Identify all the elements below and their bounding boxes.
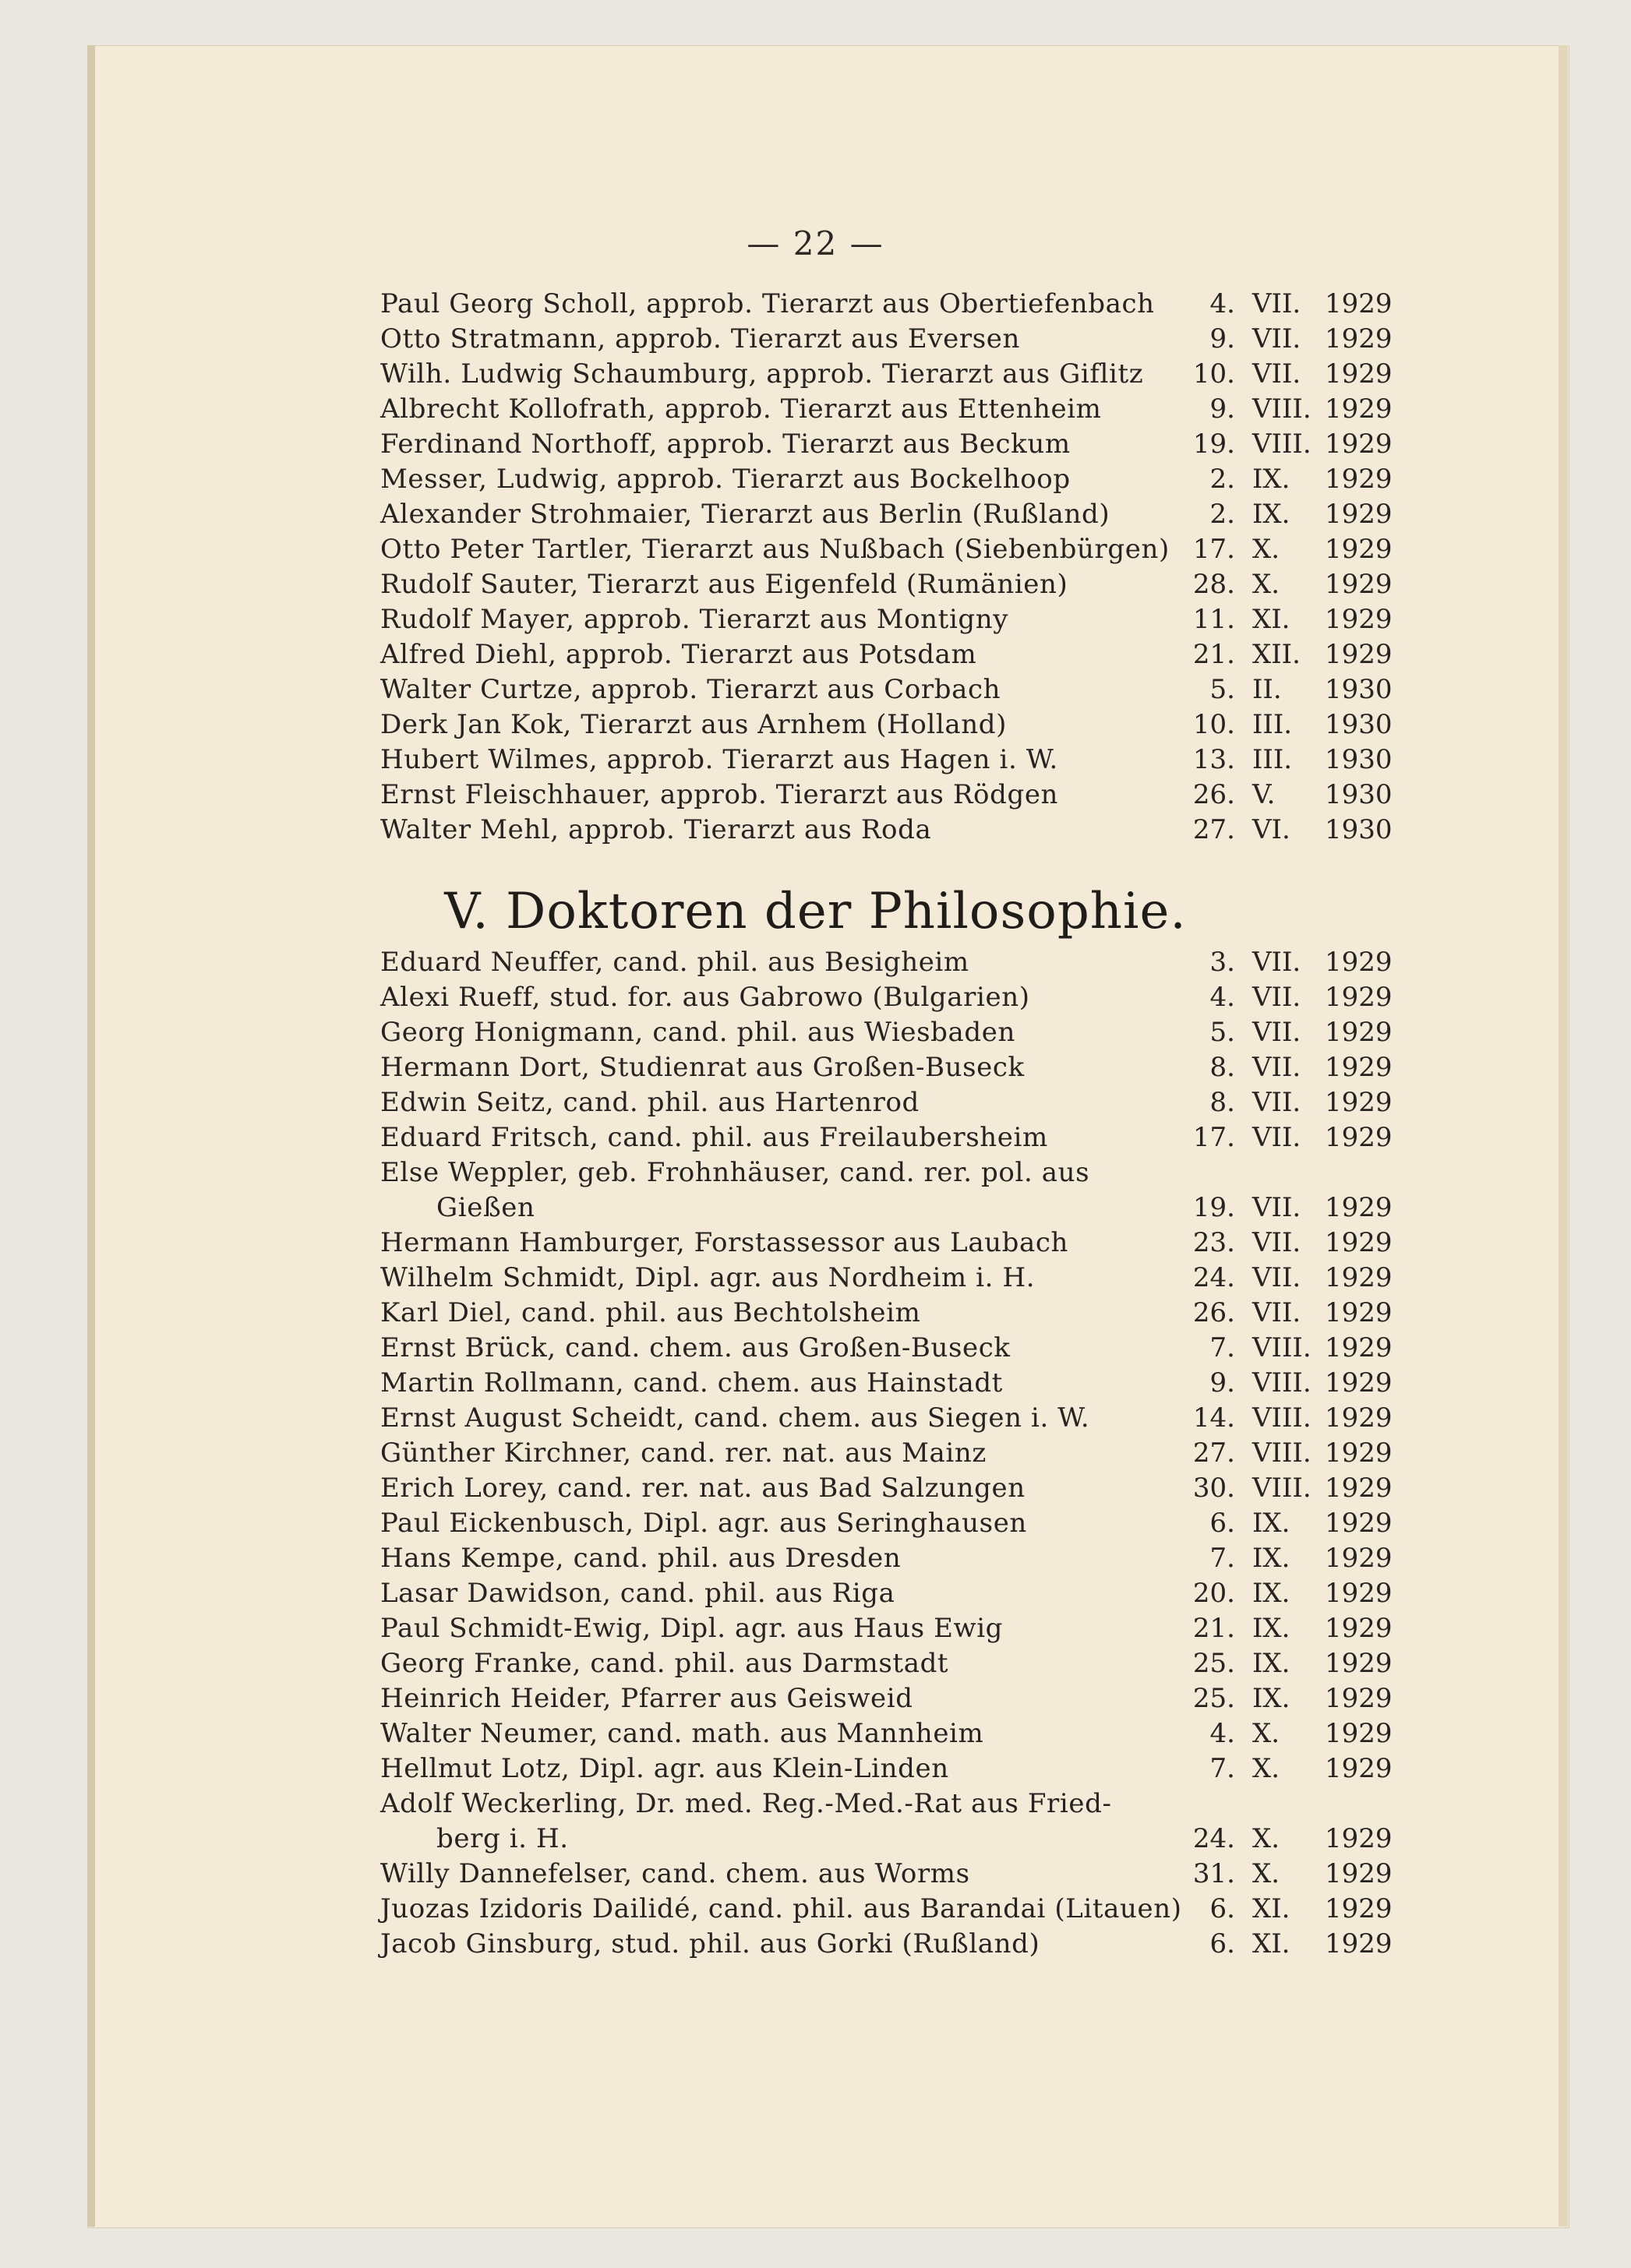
- entry-month: X.: [1252, 569, 1280, 600]
- entry-year: 1929: [1325, 499, 1393, 530]
- list-item: [0, 1436, 1631, 1471]
- entry-month: IX.: [1252, 464, 1290, 495]
- entry-name: Rudolf Mayer, approb. Tierarzt aus Montigny: [380, 604, 1009, 635]
- entry-month: VIII.: [1252, 429, 1312, 460]
- entry-year: 1929: [1325, 1508, 1393, 1539]
- entry-day: 26.: [1192, 779, 1235, 810]
- page-number: — 22 —: [747, 224, 884, 263]
- entry-day: 8.: [1209, 1087, 1235, 1118]
- entry-year: 1929: [1325, 393, 1393, 425]
- list-item: [0, 1401, 1631, 1436]
- entry-year: 1930: [1325, 709, 1393, 740]
- entry-name: Lasar Dawidson, cand. phil. aus Riga: [380, 1578, 895, 1609]
- entry-name: Wilh. Ludwig Schaumburg, approb. Tierarzt aus Giflitz: [380, 358, 1144, 390]
- list-item: [0, 427, 1631, 462]
- list-item: [0, 357, 1631, 392]
- entry-name: Erich Lorey, cand. rer. nat. aus Bad Salzungen: [380, 1473, 1026, 1504]
- entry-name: Martin Rollmann, cand. chem. aus Hainstadt: [380, 1367, 1003, 1399]
- entry-year: 1929: [1325, 534, 1393, 565]
- entry-name: Ernst August Scheidt, cand. chem. aus Siegen i. W.: [380, 1402, 1090, 1434]
- list-item: [0, 1751, 1631, 1787]
- entry-year: 1930: [1325, 779, 1393, 810]
- entry-month: VII.: [1252, 1297, 1301, 1328]
- entry-month: X.: [1252, 1753, 1280, 1784]
- entry-day: 9.: [1209, 1367, 1235, 1399]
- entry-year: 1929: [1325, 1297, 1393, 1328]
- entry-name: Else Weppler, geb. Frohnhäuser, cand. rer. pol. aus: [380, 1157, 1090, 1188]
- section-heading: V. Doktoren der Philosophie.: [444, 883, 1187, 940]
- entry-name: Rudolf Sauter, Tierarzt aus Eigenfeld (Rumänien): [380, 569, 1068, 600]
- entry-name: Alfred Diehl, approb. Tierarzt aus Potsdam: [380, 639, 977, 670]
- entry-year: 1929: [1325, 1683, 1393, 1714]
- entry-name: Messer, Ludwig, approb. Tierarzt aus Bockelhoop: [380, 464, 1071, 495]
- list-item: [0, 1015, 1631, 1050]
- entry-day: 10.: [1192, 358, 1235, 390]
- entry-day: 20.: [1192, 1578, 1235, 1609]
- entry-year: 1929: [1325, 1753, 1393, 1784]
- entry-name: Walter Neumer, cand. math. aus Mannheim: [380, 1718, 984, 1749]
- entry-year: 1929: [1325, 1648, 1393, 1679]
- entry-year: 1929: [1325, 1543, 1393, 1574]
- entry-month: VII.: [1252, 1052, 1301, 1083]
- list-item: [0, 1120, 1631, 1155]
- entry-day: 24.: [1192, 1262, 1235, 1293]
- entry-month: XI.: [1252, 604, 1290, 635]
- entry-name: Ernst Brück, cand. chem. aus Großen-Buseck: [380, 1332, 1011, 1363]
- entry-month: XI.: [1252, 1928, 1290, 1959]
- entry-month: III.: [1252, 709, 1293, 740]
- list-item: [0, 1857, 1631, 1892]
- entry-year: 1929: [1325, 1718, 1393, 1749]
- entry-month: VII.: [1252, 1122, 1301, 1153]
- list-item: [0, 1787, 1631, 1822]
- entry-year: 1929: [1325, 1262, 1393, 1293]
- entry-day: 27.: [1192, 814, 1235, 845]
- entry-month: XII.: [1252, 639, 1301, 670]
- list-item: [0, 1611, 1631, 1646]
- entry-day: 9.: [1209, 323, 1235, 354]
- entry-name: Günther Kirchner, cand. rer. nat. aus Mainz: [380, 1437, 987, 1469]
- list-item: [0, 1085, 1631, 1120]
- entry-name: Walter Mehl, approb. Tierarzt aus Roda: [380, 814, 932, 845]
- entry-day: 24.: [1192, 1823, 1235, 1854]
- list-item: [0, 287, 1631, 322]
- entry-month: IX.: [1252, 1683, 1290, 1714]
- entry-month: II.: [1252, 674, 1282, 705]
- list-item: [0, 637, 1631, 672]
- entry-year: 1929: [1325, 1052, 1393, 1083]
- entry-day: 3.: [1209, 947, 1235, 978]
- entry-year: 1929: [1325, 1122, 1393, 1153]
- entry-name: Eduard Neuffer, cand. phil. aus Besigheim: [380, 947, 969, 978]
- entry-day: 7.: [1209, 1753, 1235, 1784]
- entry-day: 27.: [1192, 1437, 1235, 1469]
- entry-month: VIII.: [1252, 393, 1312, 425]
- entry-month: VII.: [1252, 1192, 1301, 1223]
- list-item: [0, 1716, 1631, 1751]
- entry-day: 9.: [1209, 393, 1235, 425]
- entry-name: Willy Dannefelser, cand. chem. aus Worms: [380, 1858, 970, 1889]
- entry-name: Ferdinand Northoff, approb. Tierarzt aus Beckum: [380, 429, 1071, 460]
- entry-name: Alexi Rueff, stud. for. aus Gabrowo (Bulgarien): [380, 982, 1030, 1013]
- entry-name: Paul Georg Scholl, approb. Tierarzt aus Obertiefenbach: [380, 288, 1155, 319]
- list-item: [0, 672, 1631, 707]
- entry-year: 1929: [1325, 569, 1393, 600]
- entry-month: IX.: [1252, 1508, 1290, 1539]
- entry-month: IX.: [1252, 1613, 1290, 1644]
- list-item: [0, 392, 1631, 427]
- entry-day: 21.: [1192, 639, 1235, 670]
- list-item: [0, 1366, 1631, 1401]
- list-item-continuation: [0, 1190, 1631, 1226]
- list-item: [0, 1681, 1631, 1716]
- entry-month: VII.: [1252, 1227, 1301, 1258]
- entry-year: 1929: [1325, 464, 1393, 495]
- entry-month: VII.: [1252, 358, 1301, 390]
- entry-name-continuation: berg i. H.: [436, 1823, 569, 1854]
- entry-year: 1929: [1325, 429, 1393, 460]
- entry-year: 1929: [1325, 982, 1393, 1013]
- entry-month: VII.: [1252, 1087, 1301, 1118]
- entry-month: X.: [1252, 534, 1280, 565]
- entry-month: VII.: [1252, 982, 1301, 1013]
- entry-day: 13.: [1192, 744, 1235, 775]
- list-item: [0, 707, 1631, 742]
- entry-month: VII.: [1252, 323, 1301, 354]
- entry-day: 17.: [1192, 534, 1235, 565]
- entry-year: 1929: [1325, 1858, 1393, 1889]
- entry-year: 1929: [1325, 1578, 1393, 1609]
- entry-month: VIII.: [1252, 1367, 1312, 1399]
- entry-day: 6.: [1209, 1893, 1235, 1924]
- entry-name: Paul Schmidt-Ewig, Dipl. agr. aus Haus Ewig: [380, 1613, 1004, 1644]
- entry-name: Derk Jan Kok, Tierarzt aus Arnhem (Holland): [380, 709, 1007, 740]
- list-item: [0, 532, 1631, 567]
- list-item: [0, 945, 1631, 980]
- entry-year: 1929: [1325, 1613, 1393, 1644]
- entry-name: Eduard Fritsch, cand. phil. aus Freilaubersheim: [380, 1122, 1048, 1153]
- entry-day: 4.: [1209, 288, 1235, 319]
- list-item: [0, 1261, 1631, 1296]
- entry-year: 1929: [1325, 1823, 1393, 1854]
- entry-day: 5.: [1209, 674, 1235, 705]
- entry-year: 1929: [1325, 1192, 1393, 1223]
- entry-day: 7.: [1209, 1332, 1235, 1363]
- entry-month: V.: [1252, 779, 1276, 810]
- entry-day: 31.: [1192, 1858, 1235, 1889]
- list-item: [0, 1226, 1631, 1261]
- entry-year: 1929: [1325, 1402, 1393, 1434]
- entry-day: 2.: [1209, 464, 1235, 495]
- entry-month: VIII.: [1252, 1402, 1312, 1434]
- entry-year: 1929: [1325, 1087, 1393, 1118]
- entry-year: 1929: [1325, 288, 1393, 319]
- list-item: [0, 742, 1631, 778]
- entry-month: X.: [1252, 1858, 1280, 1889]
- entry-month: III.: [1252, 744, 1293, 775]
- entry-month: IX.: [1252, 499, 1290, 530]
- entry-day: 6.: [1209, 1928, 1235, 1959]
- entry-month: VII.: [1252, 1017, 1301, 1048]
- entry-day: 30.: [1192, 1473, 1235, 1504]
- entry-day: 8.: [1209, 1052, 1235, 1083]
- entry-name: Hans Kempe, cand. phil. aus Dresden: [380, 1543, 902, 1574]
- entry-name: Walter Curtze, approb. Tierarzt aus Corbach: [380, 674, 1001, 705]
- entry-year: 1929: [1325, 1437, 1393, 1469]
- entry-day: 11.: [1192, 604, 1235, 635]
- entry-year: 1929: [1325, 1017, 1393, 1048]
- entry-month: VIII.: [1252, 1332, 1312, 1363]
- entry-year: 1929: [1325, 639, 1393, 670]
- entry-name: Karl Diel, cand. phil. aus Bechtolsheim: [380, 1297, 921, 1328]
- entry-year: 1929: [1325, 1473, 1393, 1504]
- entry-day: 19.: [1192, 1192, 1235, 1223]
- list-item: [0, 322, 1631, 357]
- entry-day: 19.: [1192, 429, 1235, 460]
- entry-month: X.: [1252, 1718, 1280, 1749]
- list-item: [0, 602, 1631, 637]
- entry-name: Adolf Weckerling, Dr. med. Reg.-Med.-Rat aus Fried-: [380, 1788, 1112, 1819]
- list-item: [0, 1155, 1631, 1190]
- entry-name: Hermann Hamburger, Forstassessor aus Laubach: [380, 1227, 1069, 1258]
- entry-day: 26.: [1192, 1297, 1235, 1328]
- entry-name: Juozas Izidoris Dailidé, cand. phil. aus Barandai (Litauen): [380, 1893, 1182, 1924]
- entry-day: 2.: [1209, 499, 1235, 530]
- list-item: [0, 1296, 1631, 1331]
- list-item: [0, 1541, 1631, 1576]
- entry-name: Otto Peter Tartler, Tierarzt aus Nußbach (Siebenbürgen): [380, 534, 1170, 565]
- list-item: [0, 567, 1631, 602]
- list-item: [0, 1471, 1631, 1506]
- entry-month: IX.: [1252, 1543, 1290, 1574]
- entry-year: 1930: [1325, 744, 1393, 775]
- entry-name: Albrecht Kollofrath, approb. Tierarzt aus Ettenheim: [380, 393, 1102, 425]
- list-item: [0, 1927, 1631, 1962]
- entry-day: 25.: [1192, 1683, 1235, 1714]
- entry-month: VII.: [1252, 947, 1301, 978]
- entry-day: 4.: [1209, 1718, 1235, 1749]
- entry-day: 21.: [1192, 1613, 1235, 1644]
- entry-month: IX.: [1252, 1648, 1290, 1679]
- entry-name: Georg Franke, cand. phil. aus Darmstadt: [380, 1648, 949, 1679]
- entry-day: 14.: [1192, 1402, 1235, 1434]
- entry-year: 1930: [1325, 674, 1393, 705]
- entry-month: VI.: [1252, 814, 1290, 845]
- entry-month: XI.: [1252, 1893, 1290, 1924]
- list-item-continuation: [0, 1822, 1631, 1857]
- entry-year: 1929: [1325, 323, 1393, 354]
- entry-year: 1929: [1325, 1928, 1393, 1959]
- list-item: [0, 778, 1631, 813]
- list-item: [0, 1646, 1631, 1681]
- entry-name: Ernst Fleischhauer, approb. Tierarzt aus Rödgen: [380, 779, 1059, 810]
- entry-month: VII.: [1252, 288, 1301, 319]
- list-item: [0, 1506, 1631, 1541]
- entry-year: 1929: [1325, 1227, 1393, 1258]
- entry-name: Heinrich Heider, Pfarrer aus Geisweid: [380, 1683, 913, 1714]
- list-item: [0, 1576, 1631, 1611]
- entry-month: VIII.: [1252, 1473, 1312, 1504]
- entry-month: VII.: [1252, 1262, 1301, 1293]
- entry-year: 1929: [1325, 358, 1393, 390]
- entry-month: IX.: [1252, 1578, 1290, 1609]
- entry-day: 23.: [1192, 1227, 1235, 1258]
- list-item: [0, 462, 1631, 497]
- entry-name: Edwin Seitz, cand. phil. aus Hartenrod: [380, 1087, 920, 1118]
- entry-name: Alexander Strohmaier, Tierarzt aus Berlin (Rußland): [380, 499, 1110, 530]
- entry-name: Otto Stratmann, approb. Tierarzt aus Eversen: [380, 323, 1020, 354]
- entry-name: Jacob Ginsburg, stud. phil. aus Gorki (Rußland): [380, 1928, 1040, 1959]
- list-item: [0, 1050, 1631, 1085]
- list-item: [0, 980, 1631, 1015]
- entry-year: 1929: [1325, 1893, 1393, 1924]
- entry-name: Hermann Dort, Studienrat aus Großen-Buseck: [380, 1052, 1025, 1083]
- entry-month: X.: [1252, 1823, 1280, 1854]
- entry-year: 1930: [1325, 814, 1393, 845]
- entry-year: 1929: [1325, 1332, 1393, 1363]
- entry-year: 1929: [1325, 947, 1393, 978]
- entry-year: 1929: [1325, 604, 1393, 635]
- entry-name: Paul Eickenbusch, Dipl. agr. aus Seringhausen: [380, 1508, 1027, 1539]
- entry-day: 25.: [1192, 1648, 1235, 1679]
- entry-name-continuation: Gießen: [436, 1192, 535, 1223]
- entry-day: 28.: [1192, 569, 1235, 600]
- entry-name: Hubert Wilmes, approb. Tierarzt aus Hagen i. W.: [380, 744, 1058, 775]
- entry-name: Hellmut Lotz, Dipl. agr. aus Klein-Linden: [380, 1753, 949, 1784]
- entry-name: Georg Honigmann, cand. phil. aus Wiesbaden: [380, 1017, 1016, 1048]
- entry-year: 1929: [1325, 1367, 1393, 1399]
- entry-day: 17.: [1192, 1122, 1235, 1153]
- entry-day: 7.: [1209, 1543, 1235, 1574]
- list-item: [0, 1892, 1631, 1927]
- list-item: [0, 813, 1631, 848]
- list-item: [0, 497, 1631, 532]
- list-item: [0, 1331, 1631, 1366]
- entry-day: 4.: [1209, 982, 1235, 1013]
- entry-month: VIII.: [1252, 1437, 1312, 1469]
- entry-name: Wilhelm Schmidt, Dipl. agr. aus Nordheim i. H.: [380, 1262, 1036, 1293]
- entry-day: 5.: [1209, 1017, 1235, 1048]
- entry-day: 6.: [1209, 1508, 1235, 1539]
- entry-day: 10.: [1192, 709, 1235, 740]
